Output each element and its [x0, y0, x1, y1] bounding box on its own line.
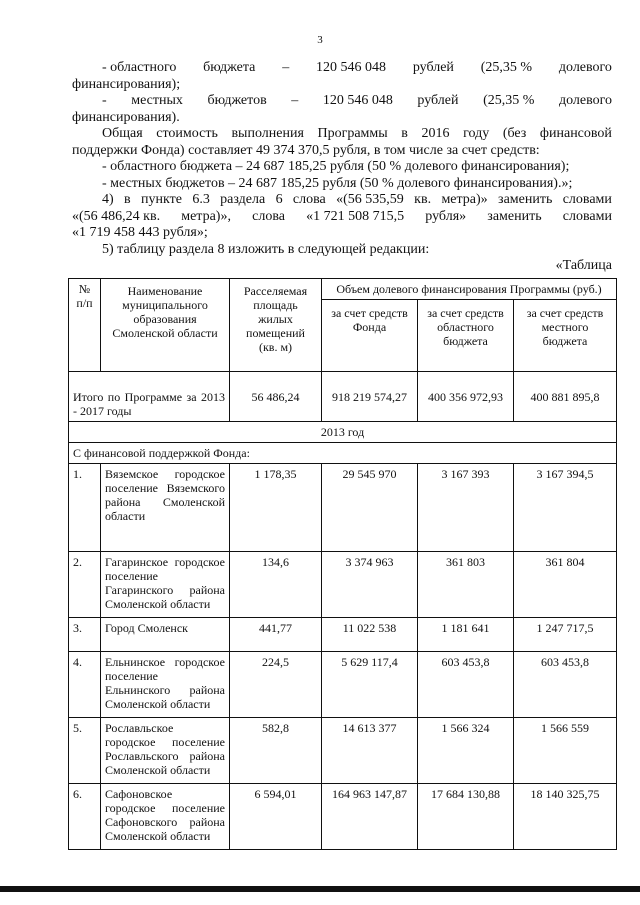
text-word: заменить: [487, 208, 542, 224]
text-word: - областного: [102, 60, 177, 75]
cell-regional: 361 803: [418, 552, 514, 618]
header-row: [69, 279, 617, 300]
text-line: [72, 143, 612, 160]
cell-fund: 29 545 970: [322, 464, 418, 552]
body-text: [72, 60, 612, 275]
total-area: 56 486,24: [230, 372, 322, 422]
cell-fund: 14 613 377: [322, 718, 418, 784]
table-row: [69, 784, 617, 850]
header-regional: за счет средств областного бюджета: [418, 300, 514, 372]
cell-local: 361 804: [514, 552, 617, 618]
text-word: 2016: [421, 126, 450, 141]
text-line: [72, 176, 612, 193]
text-word: раздела: [220, 192, 266, 207]
text-line: [72, 110, 612, 127]
header-fund: за счет средств Фонда: [322, 300, 418, 372]
text-line: [72, 209, 612, 226]
year-heading: 2013 год: [69, 422, 617, 443]
header-financing-group: Объем долевого финансирования Программы (руб.): [322, 279, 617, 300]
cell-fund: 164 963 147,87: [322, 784, 418, 850]
header-local: за счет средств местного бюджета: [514, 300, 617, 372]
text-line: [72, 225, 612, 242]
text-line: [72, 242, 612, 259]
cell-local: 1 247 717,5: [514, 618, 617, 652]
cell-name: Ельнинское городское поселение Ельнинского района Смоленской области: [101, 652, 230, 718]
cell-area: 134,6: [230, 552, 322, 618]
cell-regional: 603 453,8: [418, 652, 514, 718]
text-word: финансирования).: [72, 109, 180, 125]
header-municipality: Наименование муниципального образования Смоленской области: [101, 279, 230, 372]
cell-area: 582,8: [230, 718, 322, 784]
text-word: 5) таблицу раздела 8 изложить в следующей редакции:: [102, 241, 430, 257]
cell-fund: 3 374 963: [322, 552, 418, 618]
text-word: слова: [252, 208, 285, 224]
text-word: 6: [275, 192, 283, 207]
total-regional: 400 356 972,93: [418, 372, 514, 422]
cell-regional: 1 566 324: [418, 718, 514, 784]
text-word: словами: [562, 208, 612, 224]
cell-name: Рославльское городское поселение Рославльского района Смоленской области: [101, 718, 230, 784]
text-line: [72, 192, 612, 209]
header-area: Расселяемая площадь жилых помещений (кв. м): [230, 279, 322, 372]
text-word: пункте: [141, 192, 182, 207]
text-word: долевого: [558, 93, 612, 108]
cell-num: 3.: [69, 618, 101, 652]
financing-table: [68, 278, 617, 850]
text-word: «(56 535,59: [336, 192, 404, 207]
text-word: поддержки Фонда) составляет 49 374 370,5 рубля, в том числе за счет средств:: [72, 142, 540, 158]
table-row: [69, 552, 617, 618]
text-word: местных: [131, 93, 183, 108]
text-line: [72, 159, 612, 176]
cell-num: 6.: [69, 784, 101, 850]
cell-num: 5.: [69, 718, 101, 784]
text-line: [72, 60, 612, 77]
cell-regional: 17 684 130,88: [418, 784, 514, 850]
cell-area: 1 178,35: [230, 464, 322, 552]
cell-fund: 5 629 117,4: [322, 652, 418, 718]
text-word: -: [102, 93, 107, 108]
table-row: [69, 718, 617, 784]
cell-name: Сафоновское городское поселение Сафоновского района Смоленской области: [101, 784, 230, 850]
cell-area: 6 594,01: [230, 784, 322, 850]
section-row: [69, 443, 617, 464]
cell-local: 18 140 325,75: [514, 784, 617, 850]
total-local: 400 881 895,8: [514, 372, 617, 422]
text-word: в: [401, 126, 408, 141]
cell-fund: 11 022 538: [322, 618, 418, 652]
text-word: «(56 486,24 кв.: [72, 208, 161, 224]
text-word: метра)»,: [181, 208, 231, 224]
cell-name: Город Смоленск: [101, 618, 230, 652]
text-word: выполнения: [231, 126, 304, 141]
page-number: 3: [317, 34, 323, 46]
text-word: 6.3: [192, 192, 210, 207]
text-word: (25,35 %: [483, 93, 535, 108]
text-word: –: [291, 93, 299, 108]
cell-regional: 1 181 641: [418, 618, 514, 652]
text-word: рубля»: [425, 208, 467, 224]
text-word: словами: [562, 192, 612, 207]
text-word: метра)»: [441, 192, 488, 207]
text-word: кв.: [414, 192, 432, 207]
cell-area: 441,77: [230, 618, 322, 652]
text-word: Общая: [102, 126, 143, 141]
table-row: [69, 464, 617, 552]
text-word: Программы: [317, 126, 388, 141]
total-fund: 918 219 574,27: [322, 372, 418, 422]
text-word: рублей: [417, 93, 459, 108]
table-row: [69, 618, 617, 652]
total-label: Итого по Программе за 2013 - 2017 годы: [69, 372, 230, 422]
text-line: [72, 258, 612, 275]
text-word: «Таблица: [555, 258, 612, 273]
text-word: в: [124, 192, 131, 207]
text-word: бюджета: [203, 60, 256, 75]
cell-local: 603 453,8: [514, 652, 617, 718]
text-word: –: [282, 60, 290, 75]
cell-num: 1.: [69, 464, 101, 552]
total-row: [69, 372, 617, 422]
text-word: бюджетов: [207, 93, 267, 108]
text-word: - областного бюджета – 24 687 185,25 рубля (50 % долевого финансирования);: [102, 159, 570, 174]
section-heading: С финансовой поддержкой Фонда:: [69, 443, 617, 464]
cell-area: 224,5: [230, 652, 322, 718]
cell-name: Вяземское городское поселение Вяземского района Смоленской области: [101, 464, 230, 552]
text-word: долевого: [558, 60, 612, 75]
text-word: (без: [502, 126, 527, 141]
text-word: 4): [102, 192, 114, 207]
text-word: «1 721 508 715,5: [306, 208, 405, 224]
cell-regional: 3 167 393: [418, 464, 514, 552]
text-word: 120 546 048: [322, 93, 393, 108]
text-word: «1 719 458 443 рубля»;: [72, 225, 208, 240]
cell-local: 1 566 559: [514, 718, 617, 784]
text-word: (25,35 %: [480, 60, 533, 75]
text-word: 120 546 048: [316, 60, 386, 75]
text-word: рублей: [412, 60, 454, 75]
year-row: [69, 422, 617, 443]
text-line: [72, 93, 612, 110]
text-word: году: [463, 126, 490, 141]
bottom-bar: [0, 886, 640, 892]
text-word: стоимость: [156, 126, 218, 141]
cell-num: 4.: [69, 652, 101, 718]
text-word: заменить: [498, 192, 553, 207]
header-num: № п/п: [69, 279, 101, 372]
text-word: - местных бюджетов – 24 687 185,25 рубля (50 % долевого финансирования).»;: [102, 175, 573, 191]
text-line: [72, 77, 612, 94]
cell-name: Гагаринское городское поселение Гагаринского района Смоленской области: [101, 552, 230, 618]
cell-local: 3 167 394,5: [514, 464, 617, 552]
text-word: финансовой: [539, 126, 612, 141]
text-word: финансирования);: [72, 76, 181, 92]
cell-num: 2.: [69, 552, 101, 618]
table-row: [69, 652, 617, 718]
text-line: [72, 126, 612, 143]
text-word: слова: [292, 192, 326, 207]
